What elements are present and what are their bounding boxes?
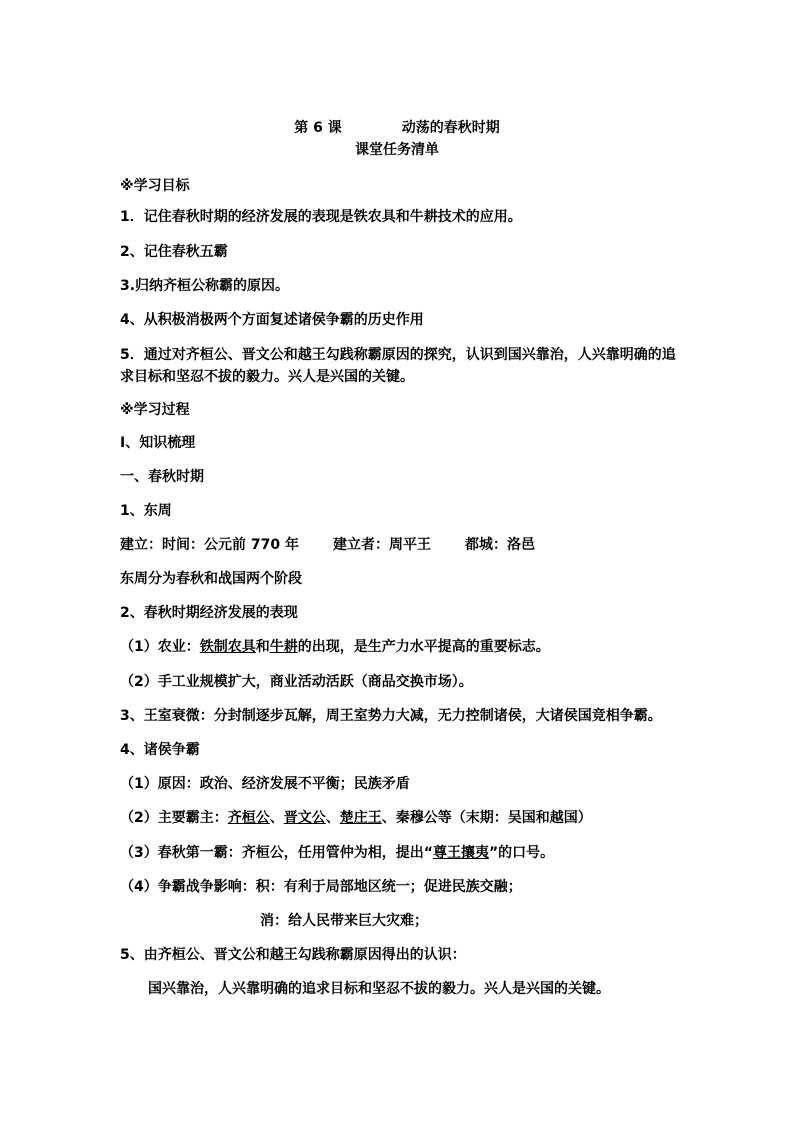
royal-decline-line: 3、王室衰微：分封制逐步瓦解，周王室势力大减，无力控制诸侯，大诸侯国竞相争霸。	[120, 708, 662, 724]
page-subtitle: 课堂任务清单	[355, 142, 439, 158]
text-run: （1）农业：	[120, 639, 200, 655]
text-run: ”的口号。	[488, 845, 555, 861]
lesson-number: 第 6 课	[294, 120, 342, 136]
lesson-title: 动荡的春秋时期	[401, 120, 500, 136]
conclusion-text: 国兴靠治，人兴靠明确的追求目标和坚忍不拔的毅力。兴人是兴国的关键。	[148, 981, 610, 997]
text-run: （3）春秋第一霸：齐桓公，任用管仲为相，提出“	[120, 845, 433, 861]
section-heading: 一、春秋时期	[120, 469, 204, 485]
lesson-title-line	[0, 118, 794, 138]
goals-heading: ※学习目标	[120, 178, 190, 194]
eastern-zhou-info	[120, 535, 535, 555]
subsection-title: 2、春秋时期经济发展的表现	[120, 605, 298, 621]
founder: 建立者：周平王	[332, 537, 431, 553]
hegemons-line	[120, 808, 592, 828]
text-run: （2）主要霸主：	[120, 810, 228, 826]
text-run: 、秦穆公等（末期：吴国和越国）	[381, 810, 592, 826]
hegemony-cause: （1）原因：政治、经济发展不平衡；民族矛盾	[120, 776, 410, 792]
goal-item: 4、从积极消极两个方面复述诸侯争霸的历史作用	[120, 312, 424, 328]
text-run: 、	[269, 810, 284, 826]
goal-item: 2、记住春秋五霸	[120, 244, 228, 260]
text-run: 、	[325, 810, 340, 826]
goal-item: 5．通过对齐桓公、晋文公和越王勾践称霸原因的探究，认识到国兴靠治，人兴靠明确的追求目标和坚忍不拔的毅力。兴人是兴国的关键。	[120, 347, 676, 385]
subsection-title: 4、诸侯争霸	[120, 742, 200, 758]
underlined-term: 铁制农具	[199, 639, 256, 655]
text-run: 的出现，是生产力水平提高的重要标志。	[297, 639, 550, 655]
text-run: 和	[255, 639, 270, 655]
stages-text: 东周分为春秋和战国两个阶段	[120, 571, 302, 587]
underlined-term: 楚庄王	[339, 810, 382, 826]
war-impact-negative: 消：给人民带来巨大灾难；	[260, 913, 428, 929]
establish-time: 建立：时间：公元前 770 年	[120, 537, 299, 553]
goal-item: 1．记住春秋时期的经济发展的表现是铁农具和牛耕技术的应用。	[120, 209, 522, 225]
underlined-term: 牛耕	[269, 639, 298, 655]
subsection-title: 5、由齐桓公、晋文公和越王勾践称霸原因得出的认识：	[120, 947, 466, 963]
handicraft-line: （2）手工业规模扩大，商业活动活跃（商品交换市场）。	[120, 674, 473, 690]
underlined-term: 齐桓公	[227, 810, 270, 826]
underlined-term: 尊王攘夷	[432, 845, 489, 861]
war-impact-positive: （4）争霸战争影响：积：有利于局部地区统一；促进民族交融；	[120, 879, 522, 895]
agriculture-line	[120, 637, 550, 657]
subsection-title: 1、东周	[120, 503, 172, 519]
first-hegemon-line	[120, 843, 554, 863]
part-heading: Ⅰ、知识梳理	[120, 435, 196, 451]
capital: 都城：洛邑	[464, 537, 535, 553]
goal-item: 3.归纳齐桓公称霸的原因。	[120, 278, 290, 294]
process-heading: ※学习过程	[120, 402, 190, 418]
underlined-term: 晋文公	[283, 810, 326, 826]
